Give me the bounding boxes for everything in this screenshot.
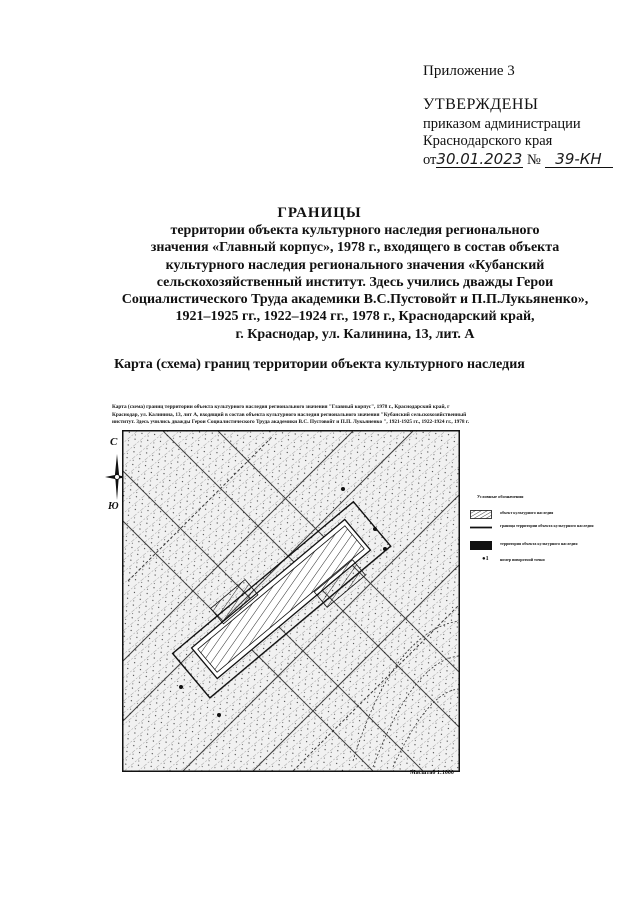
appendix-label: Приложение 3 bbox=[423, 63, 515, 79]
legend-label: территория объекта культурного наследия bbox=[500, 541, 578, 546]
approval-date-line bbox=[423, 152, 613, 169]
map-title: Карта (схема) границ территории объекта культурного наследия bbox=[114, 357, 525, 372]
approved-line-2: Краснодарского края bbox=[423, 133, 553, 149]
approved-heading: УТВЕРЖДЕНЫ bbox=[423, 96, 539, 113]
subtitle-line: культурного наследия регионального значения «Кубанский bbox=[165, 257, 545, 273]
subtitle-line: Социалистического Труда академики В.С.Пустовойт и П.П.Лукьяненко», bbox=[121, 292, 589, 308]
subtitle-line: г. Краснодар, ул. Калинина, 13, лит. А bbox=[235, 326, 475, 342]
caption-line: Карта (схема) границ территории объекта культурного наследия регионального значения "Главный корпус", 1978 г., Краснодарский край, г bbox=[112, 404, 450, 410]
map-caption bbox=[112, 404, 622, 427]
caption-line: Краснодар, ул. Калинина, 13, лит А, входящий в состав объекта культурного наследия регионального значения "Кубанский сельскохозяйственный bbox=[112, 411, 467, 418]
cadastral-map bbox=[122, 430, 460, 772]
territory-fill-icon bbox=[470, 541, 492, 550]
order-number: 39-КН bbox=[545, 152, 613, 168]
date-prefix: от bbox=[423, 152, 437, 168]
document-subtitle bbox=[95, 222, 615, 343]
document-heading: ГРАНИЦЫ bbox=[277, 205, 362, 221]
map-drawing bbox=[123, 431, 459, 771]
compass-south-label: Ю bbox=[108, 501, 119, 512]
legend-title: Условные обозначения bbox=[477, 494, 524, 499]
subtitle-line: значения «Главный корпус», 1978 г., входящего в состав объекта bbox=[150, 240, 560, 256]
legend-label: объект культурного наследия bbox=[500, 510, 554, 515]
caption-line: институт. Здесь учились дважды Герои Социалистического Труда академики В.С. Пустовойт и П.П. Лукьяненко ", 1921-1925 гг., 1922-1924 гг., 1978 г. bbox=[112, 419, 470, 425]
hatched-swatch-icon bbox=[470, 510, 492, 519]
subtitle-line: территории объекта культурного наследия регионального bbox=[170, 223, 540, 238]
approved-line-1: приказом администрации bbox=[423, 116, 581, 132]
boundary-line-icon bbox=[470, 523, 492, 532]
date-value: 30.01.2023 bbox=[436, 150, 523, 168]
turning-point-symbol: ●1 bbox=[482, 556, 489, 562]
map-scale: Масштаб 1:1000 bbox=[410, 770, 454, 776]
legend-label: граница территории объекта культурного наследия bbox=[500, 523, 594, 528]
compass-north-label: С bbox=[110, 436, 118, 448]
subtitle-line: сельскохозяйственный институт. Здесь учились дважды Герои bbox=[156, 274, 554, 290]
number-sign: № bbox=[527, 152, 541, 168]
legend-label: номер поворотной точки bbox=[500, 557, 545, 562]
subtitle-line: 1921–1925 гг., 1922–1924 гг., 1978 г., Краснодарский край, bbox=[175, 309, 535, 325]
